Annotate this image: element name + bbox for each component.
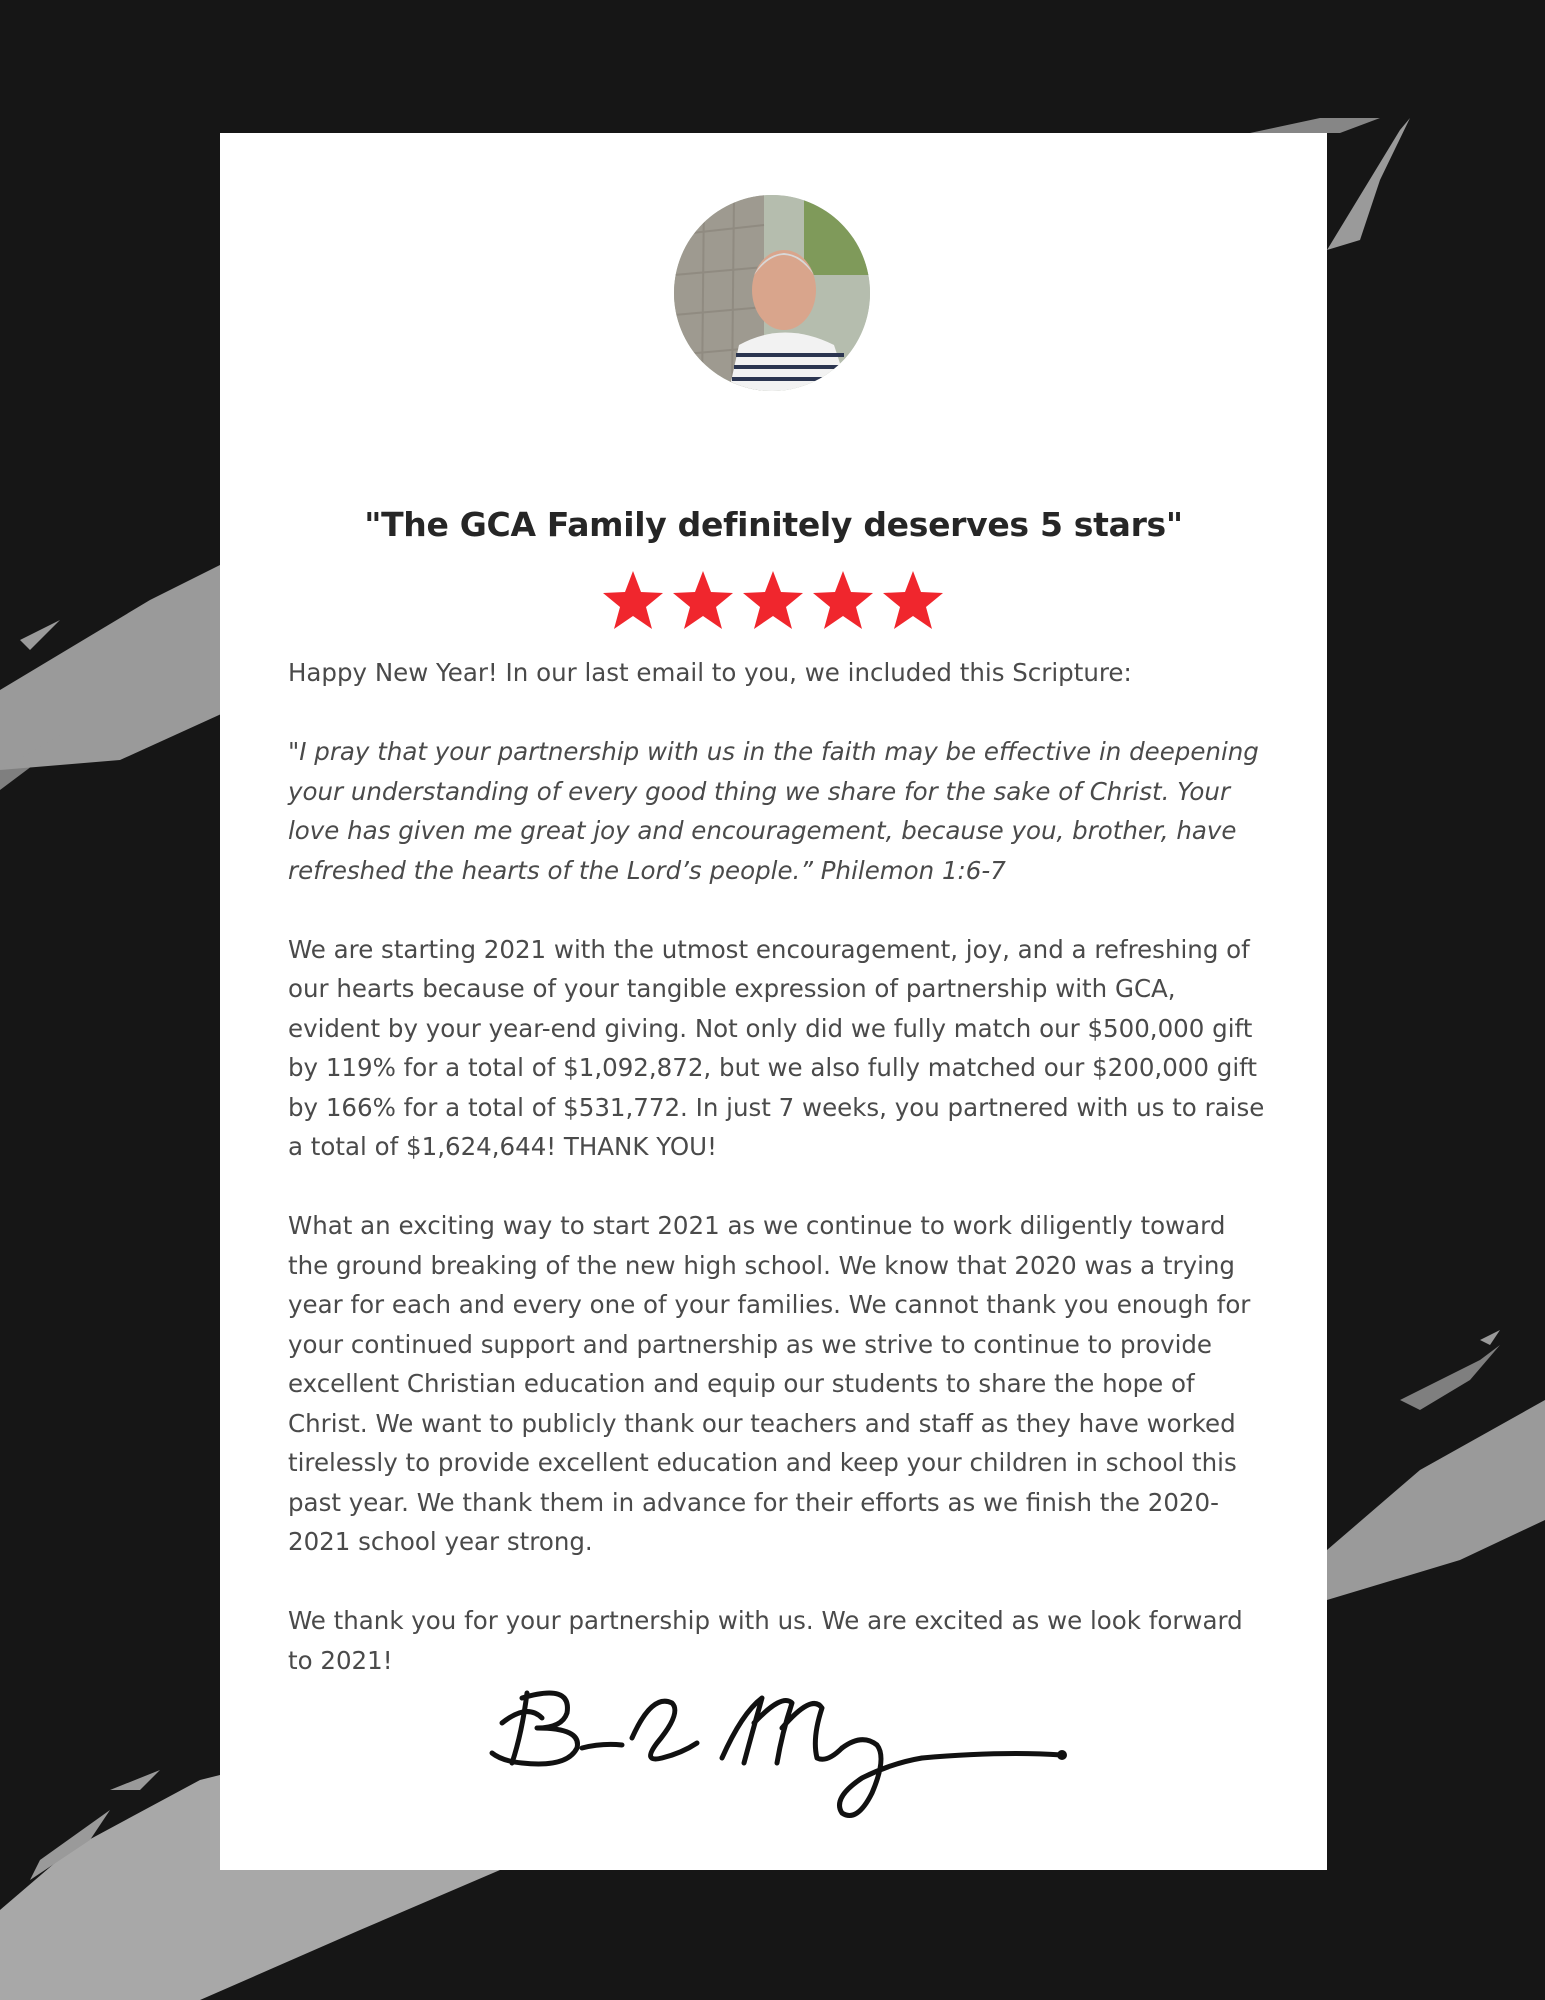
star-icon: [601, 569, 665, 631]
body-paragraph-thanks: What an exciting way to start 2021 as we continue to work diligently toward the ground breaking of the new high school. We know that 2020 was a trying year for each and every one of your families. We cannot thank you enough for your continued support and partnership as we strive to continue to provide excellent Christian education and equip our students to share the hope of Christ. We want to publicly thank our teachers and staff as they have worked tirelessly to provide excellent education and keep your children in school this past year. We thank them in advance for their efforts as we finish the 2020-2021 school year strong.: [288, 1211, 1251, 1556]
star-icon: [741, 569, 805, 631]
body-paragraph-giving: We are starting 2021 with the utmost encouragement, joy, and a refreshing of our hearts because of your tangible expression of partnership with GCA, evident by your year-end giving. Not only did we fully match our $500,000 gift by 119% for a total of $1,092,872, but we also fully matched our $200,000 gift by 166% for a total of $531,772. In just 7 weeks, you partnered with us to raise a total of $1,624,644! THANK YOU!: [288, 934, 1265, 1161]
letter-card: [220, 133, 1327, 1870]
person-photo: [674, 195, 870, 391]
closing-paragraph: We thank you for your partnership with us. We are excited as we look forward to 2021!: [288, 1606, 1243, 1675]
letter-body: [288, 653, 1268, 1680]
star-icon: [881, 569, 945, 631]
avatar: [674, 195, 870, 391]
greeting-paragraph: Happy New Year! In our last email to you, we included this Scripture:: [288, 658, 1132, 687]
headline: "The GCA Family definitely deserves 5 stars": [364, 505, 1183, 544]
star-icon: [811, 569, 875, 631]
star-icon: [671, 569, 735, 631]
star-rating: [601, 569, 945, 631]
scripture-quote: "I pray that your partnership with us in the faith may be effective in deepening your understanding of every good thing we share for the sake of Christ. Your love has given me great joy and encouragement, because you, brother, have refreshed the hearts of the Lord’s people.” Philemon 1:6-7: [288, 737, 1259, 885]
handwritten-signature: [482, 1673, 1082, 1833]
